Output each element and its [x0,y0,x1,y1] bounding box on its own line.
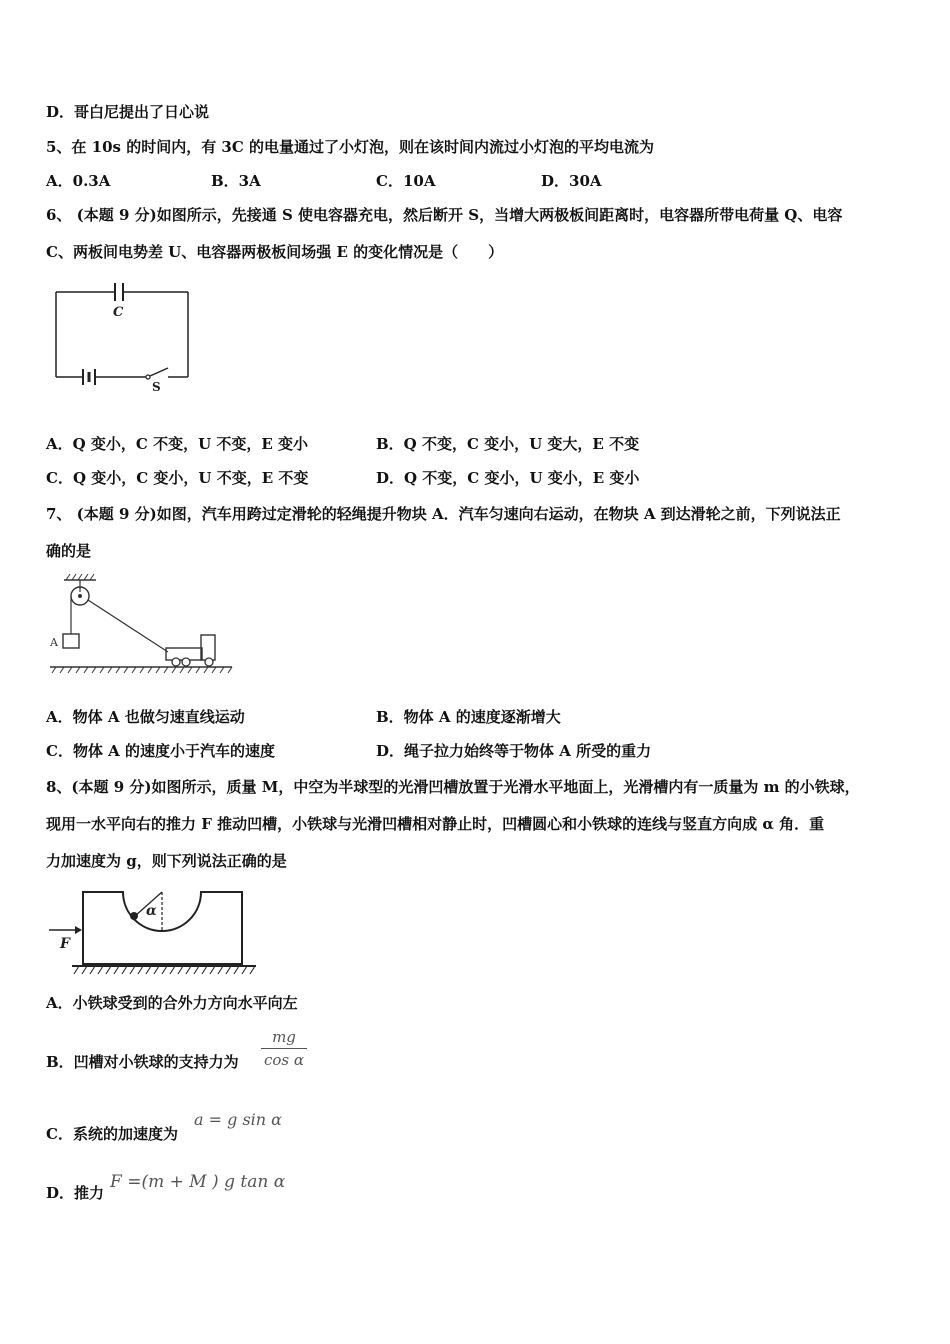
q6-option-c: C．Q 变小，C 变小，U 不变，E 不变 [46,469,309,487]
switch-label: S [152,380,161,394]
capacitor-label: C [113,305,124,320]
pulley-truck-figure [46,572,236,680]
groove-ball-figure [46,888,261,980]
q7-stem-line2: 确的是 [46,542,92,560]
q8-option-b-fraction [261,1028,307,1069]
q5-option-c: C．10A [376,172,436,190]
fraction-denominator: cos α [263,1051,305,1069]
q4-option-d: D．哥白尼提出了日心说 [46,103,210,121]
q8-option-a: A．小铁球受到的合外力方向水平向左 [46,994,298,1012]
q8-stem-line1: 8、(本题 9 分)如图所示，质量 M，中空为半球型的光滑凹槽放置于光滑水平地面上，光滑槽内有一质量为 m 的小铁球， [46,778,860,796]
q8-option-d: D．推力 [46,1184,105,1202]
q8-option-b: B．凹槽对小铁球的支持力为 [46,1053,239,1071]
alpha-label: α [146,903,157,919]
force-label: F [60,936,70,952]
q7-option-a: A．物体 A 也做匀速直线运动 [46,708,245,726]
q7-option-c: C．物体 A 的速度小于汽车的速度 [46,742,276,760]
q6-option-a: A．Q 变小，C 不变，U 不变，E 变小 [46,435,309,453]
q5-option-d: D．30A [541,172,602,190]
block-label: A [50,636,58,649]
q6-option-b: B．Q 不变，C 变小，U 变大，E 不变 [376,435,640,453]
q5-option-a: A．0.3A [46,172,111,190]
q8-option-c: C．系统的加速度为 [46,1125,178,1143]
q6-option-d: D．Q 不变，C 变小，U 变小，E 变小 [376,469,640,487]
q7-option-d: D．绳子拉力始终等于物体 A 所受的重力 [376,742,652,760]
q5-stem: 5、在 10s 的时间内，有 3C 的电量通过了小灯泡，则在该时间内流过小灯泡的平均电流为 [46,138,655,156]
q5-option-b: B．3A [211,172,261,190]
q8-option-c-formula: a = g sin α [194,1110,282,1129]
q7-stem-line1: 7、 (本题 9 分)如图，汽车用跨过定滑轮的轻绳提升物块 A．汽车匀速向右运动，在物块 A 到达滑轮之前，下列说法正 [46,505,841,523]
fraction-numerator: mg [272,1028,296,1046]
q6-stem-line2: C、两板间电势差 U、电容器两极板间场强 E 的变化情况是（ ） [46,243,504,261]
q6-stem-line1: 6、 (本题 9 分)如图所示，先接通 S 使电容器充电，然后断开 S，当增大两极板间距离时，电容器所带电荷量 Q、电容 [46,206,843,224]
q7-option-b: B．物体 A 的速度逐渐增大 [376,708,561,726]
q8-stem-line3: 力加速度为 g，则下列说法正确的是 [46,852,287,870]
q8-stem-line2: 现用一水平向右的推力 F 推动凹槽，小铁球与光滑凹槽相对静止时，凹槽圆心和小铁球的连线与竖直方向成 α 角．重 [46,815,825,833]
q8-option-d-formula: F =(m + M ) g tan α [110,1172,286,1192]
capacitor-circuit-figure [50,280,200,395]
fraction-bar [261,1048,307,1049]
